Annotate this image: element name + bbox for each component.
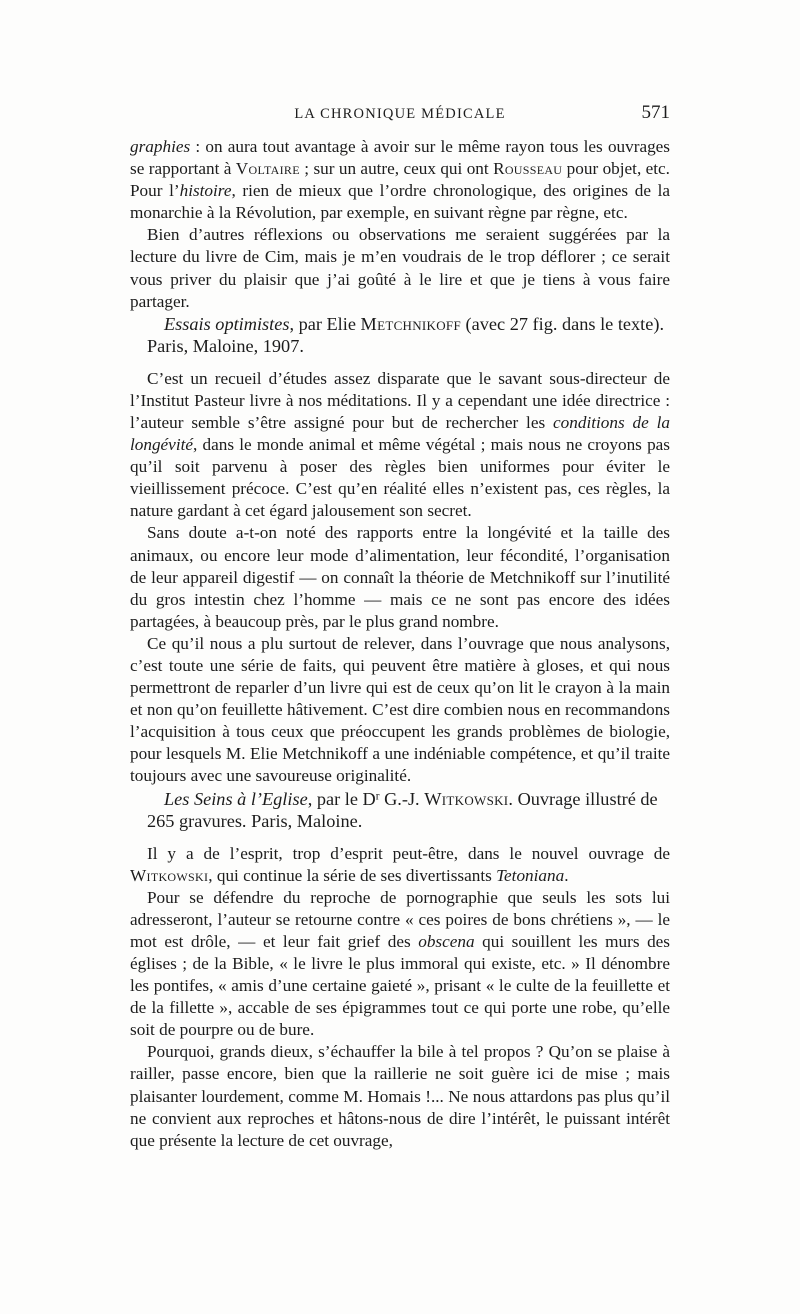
- paragraph-7: [130, 887, 670, 1042]
- text-run: (avec 27 fig. dans le texte). Paris, Maloine, 1907.: [147, 313, 665, 356]
- book-title: Essais optimistes: [164, 313, 290, 334]
- text-run: , par le D: [307, 788, 376, 809]
- text-run: , qui continue la série de ses divertissants: [208, 865, 497, 885]
- paragraph-3: [130, 368, 670, 523]
- text-run: . Ouvrage illustré de 265 gravures. Paris, Maloine.: [147, 788, 658, 831]
- text-run: Pour se défendre du reproche de pornographie que seuls les sots lui adresseront, l’auteur se retourne contre « ces poires de bons chrétiens », — le mot est drôle, — et leur fait grief des: [130, 887, 670, 951]
- text-run: .: [564, 865, 569, 885]
- italic-word: histoire: [179, 181, 232, 201]
- book-entry-les-seins-a-l-eglise: [130, 788, 670, 832]
- text-run: : on aura tout avantage à avoir sur le même rayon tous les ouvrages se rapportant à: [130, 137, 670, 179]
- book-author: Metchnikoff: [360, 313, 461, 334]
- text-run: , rien de mieux que l’ordre chronologique, des origines de la monarchie à la Révolution, par exemple, en suivant règne par règne, etc.: [130, 181, 670, 223]
- author-name-voltaire: Voltaire: [235, 159, 300, 179]
- text-run: qui souillent les murs des églises ; de la Bible, « le livre le plus immoral qui existe, etc. » Il dénombre les pontifes, « amis d’une certaine gaieté », prisant « le culte de la feuillette et de la fillette », accable de ses épigrammes tout ce qui porte une robe, qu’elle soit de pourpre ou de bure.: [130, 931, 670, 1040]
- text-run: C’est un recueil d’études assez disparate que le savant sous-directeur de l’Institut Pasteur livre à nos méditations. Il y a cependant une idée directrice : l’auteur semble s’être assigné pour but de rechercher les: [130, 368, 670, 432]
- book-title: Les Seins à l’Eglise: [164, 788, 308, 809]
- book-author: Witkowski: [424, 788, 509, 809]
- running-title: LA CHRONIQUE MÉDICALE: [294, 106, 506, 122]
- text-run: , dans le monde animal et même végétal ; mais nous ne croyons pas qu’il soit parvenu à poser des règles bien uniformes pour éviter le vieillissement précoce. C’est qu’en réalité elles n’existent pas, ces règles, la nature gardant à cet égard jalousement son secret.: [130, 435, 670, 521]
- text-run: Il y a de l’esprit, trop d’esprit peut-être, dans le nouvel ouvrage de: [147, 843, 670, 863]
- paragraph-8: Pourquoi, grands dieux, s’échauffer la bile à tel propos ? Qu’on se plaise à railler, passe encore, bien que la raillerie ne soit guère ici de mise ; mais plaisanter lourdement, comme M. Homais !... Ne nous attardons pas plus qu’il ne convient aux reproches et hâtons-nous de dire l’intérêt, le puissant intérêt que présente la lecture de cet ouvrage,: [130, 1042, 670, 1150]
- page-header: [130, 102, 670, 130]
- italic-word: Tetoniana: [496, 865, 565, 885]
- text-run: pour objet, etc. Pour l’: [130, 159, 670, 201]
- paragraph-6: [130, 843, 670, 887]
- italic-word: obscena: [418, 931, 475, 951]
- text-run: G.-J.: [379, 788, 425, 809]
- text-run: ; sur un autre, ceux qui ont: [299, 159, 494, 179]
- paragraph-1: [130, 136, 670, 224]
- page-body: [130, 136, 670, 1152]
- paragraph-4: Sans doute a-t-on noté des rapports entre la longévité et la taille des animaux, ou encore leur mode d’alimentation, leur fécondité, l’organisation de leur appareil digestif — on connaît la théorie de Metchnikoff sur l’inutilité du gros intestin chez l’homme — mais ce ne sont pas encore des idées partagées, à beaucoup près, par le plus grand nombre.: [130, 523, 670, 631]
- author-name-rousseau: Rousseau: [493, 159, 563, 179]
- book-entry-essais-optimistes: [130, 313, 670, 357]
- text-run: , par Elie: [289, 313, 361, 334]
- paragraph-5: Ce qu’il nous a plu surtout de relever, dans l’ouvrage que nous analysons, c’est toute une série de faits, qui peuvent être matière à gloses, et qui nous permettront de reparler d’un livre qui est de ceux qu’on lit le crayon à la main et non qu’on feuillette hâtivement. C’est dire combien nous en recommandons l’acquisition à tous ceux que préoccupent les grands problèmes de biologie, pour lesquels M. Elie Metchnikoff a une indéniable compétence, et qu’il traite toujours avec une savoureuse originalité.: [130, 633, 670, 786]
- superscript: r: [375, 789, 380, 802]
- paragraph-2: Bien d’autres réflexions ou observations me seraient suggérées par la lecture du livre de Cim, mais je m’en voudrais de le trop déflorer ; ce serait vous priver du plaisir que j’ai goûté à le lire et que je tiens à vous faire partager.: [130, 225, 670, 311]
- italic-phrase: conditions de la longévité: [130, 412, 670, 455]
- author-name-witkowski: Witkowski: [130, 865, 209, 885]
- page-number: 571: [641, 102, 670, 123]
- italic-word: graphies: [130, 137, 191, 156]
